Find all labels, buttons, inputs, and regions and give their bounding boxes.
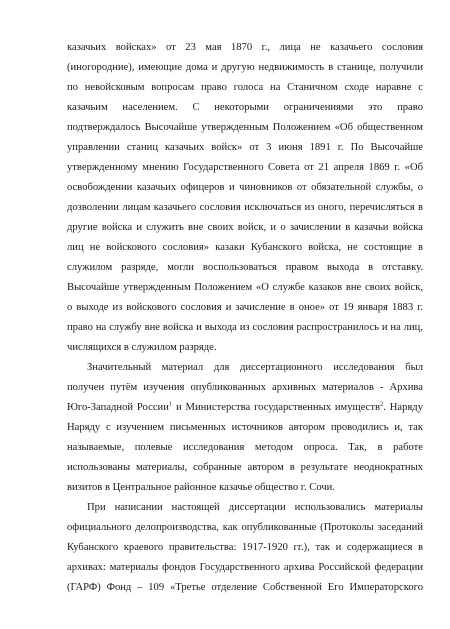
paragraph-line: Наряду с изучением письменных источников автором проводились и, так	[67, 422, 423, 433]
paragraph-line: о выходе из войскового сословия и зачисление в оное» от 19 января 1883 г.	[67, 302, 423, 313]
paragraph-line: Высочайше утвержденным Положением «О службе казаков вне своих войск,	[67, 282, 423, 293]
paragraph-line: архивах: материалы фондов Государственного архива Российской федерации	[67, 562, 423, 573]
paragraph-line: использованы материалы, собранные автором в результате неоднократных	[67, 462, 423, 473]
text-segment: и Министерства государственных имуществ	[172, 402, 381, 413]
paragraph-line: освобождении казачьих офицеров и чиновников от обязательной службы, о	[67, 182, 423, 193]
paragraph-line: числящихся в служилом разряде.	[67, 342, 217, 353]
paragraph-line: утвержденному мнению Государственного Совета от 21 апреля 1869 г. «Об	[67, 162, 423, 173]
text-segment: Юго-Западной России	[67, 402, 169, 413]
paragraph-line: право на службу вне войска и выхода из сословия распространилось и на лиц,	[67, 322, 423, 333]
paragraph-line: подтверждалось Высочайше утвержденным Положением «Об общественном	[67, 122, 423, 133]
paragraph-line: Значительный материал для диссертационного исследования был	[87, 362, 423, 373]
paragraph-line: визитов в Центральное районное казачье общество г. Сочи.	[67, 482, 335, 493]
text-segment: . Наряду	[383, 402, 423, 413]
paragraph-line: другие войска и служить вне своих войск, и о зачислении в казачьи войска	[67, 222, 423, 233]
paragraph-line: (ГАРФ) Фонд – 109 «Третье отделение Собственной Его Императорского	[67, 582, 423, 593]
paragraph-line: лиц не войскового сословия» казаки Кубанского войска, не состоящие в	[67, 242, 423, 253]
paragraph-line: называемые, полевые исследования методом опроса. Так, в работе	[67, 442, 423, 453]
paragraph-line: При написании настоящей диссертации использовались материалы	[87, 502, 423, 513]
paragraph-line: дозволении лицам казачьего сословия исключаться из оного, перечисляться в	[67, 202, 423, 213]
paragraph-line: казачьим населением. С некоторыми ограничениями это право	[67, 102, 423, 113]
paragraph-line: казачьих войсках» от 23 мая 1870 г., лица не казачьего сословия	[67, 42, 423, 53]
paragraph-line: получен путём изучения опубликованных архивных материалов - Архива	[67, 382, 423, 393]
footnote-ref: 2	[380, 400, 384, 408]
paragraph-line: (иногородние), имеющие дома и другую недвижимость в станице, получили	[67, 62, 423, 73]
paragraph-line: официального делопроизводства, как опубликованные (Протоколы заседаний	[67, 522, 423, 533]
paragraph-line-with-footnotes	[67, 401, 423, 414]
paragraph-line: служилом разряде, могли воспользоваться правом выхода в отставку.	[67, 262, 423, 273]
footnote-ref: 1	[168, 400, 173, 408]
paragraph-line: по невойсковым вопросам право голоса на Станичном сходе наравне с	[67, 82, 423, 93]
paragraph-line: Кубанского краевого правительства: 1917-1920 гг.), так и содержащиеся в	[67, 542, 423, 553]
paragraph-line: управлении станиц казачьих войск» от 3 июня 1891 г. По Высочайше	[67, 142, 423, 153]
